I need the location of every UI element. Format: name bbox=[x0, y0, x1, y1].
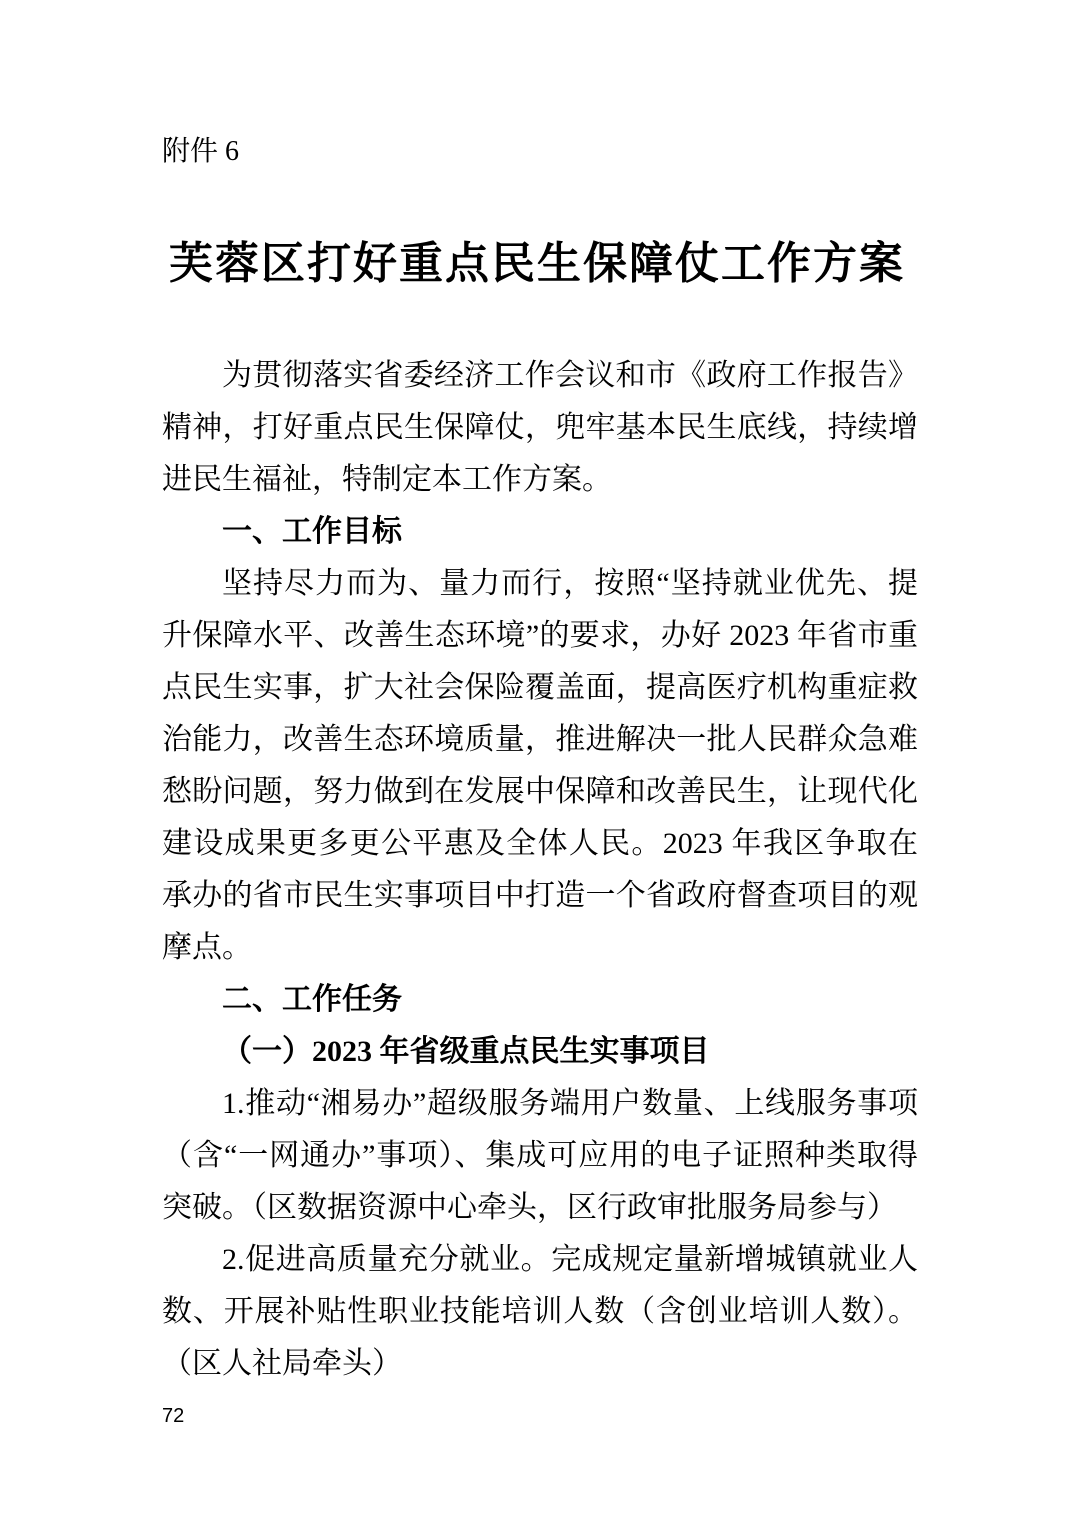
section-2-sub-heading: （一）2023 年省级重点民生实事项目 bbox=[222, 1035, 710, 1068]
document-title: 芙蓉区打好重点民生保障仗工作方案 bbox=[169, 239, 905, 288]
document-body bbox=[162, 350, 918, 1390]
section-2-heading: 二、工作任务 bbox=[222, 983, 402, 1016]
intro-paragraph: 为贯彻落实省委经济工作会议和市《政府工作报告》精神，打好重点民生保障仗，兜牢基本民生底线，持续增进民生福祉，特制定本工作方案。 bbox=[162, 359, 918, 496]
section-1-body-paragraph: 坚持尽力而为、量力而行，按照“坚持就业优先、提升保障水平、改善生态环境”的要求，办好 2023 年省市重点民生实事，扩大社会保险覆盖面，提高医疗机构重症救治能力，改善生态环境质量，推进解决一批人民群众急难愁盼问题，努力做到在发展中保障和改善民生，让现代化建设成果更多更公平惠及全体人民。2023 年我区争取在承办的省市民生实事项目中打造一个省政府督查项目的观摩点。 bbox=[162, 567, 918, 964]
page-number: 72 bbox=[162, 1405, 185, 1427]
attachment-label: 附件 6 bbox=[162, 136, 240, 167]
task-item-2: 2.促进高质量充分就业。完成规定量新增城镇就业人数、开展补贴性职业技能培训人数（含创业培训人数）。（区人社局牵头） bbox=[162, 1243, 918, 1380]
section-1-heading: 一、工作目标 bbox=[222, 515, 402, 548]
task-item-1: 1.推动“湘易办”超级服务端用户数量、上线服务事项（含“一网通办”事项）、集成可应用的电子证照种类取得突破。（区数据资源中心牵头，区行政审批服务局参与） bbox=[162, 1087, 918, 1224]
